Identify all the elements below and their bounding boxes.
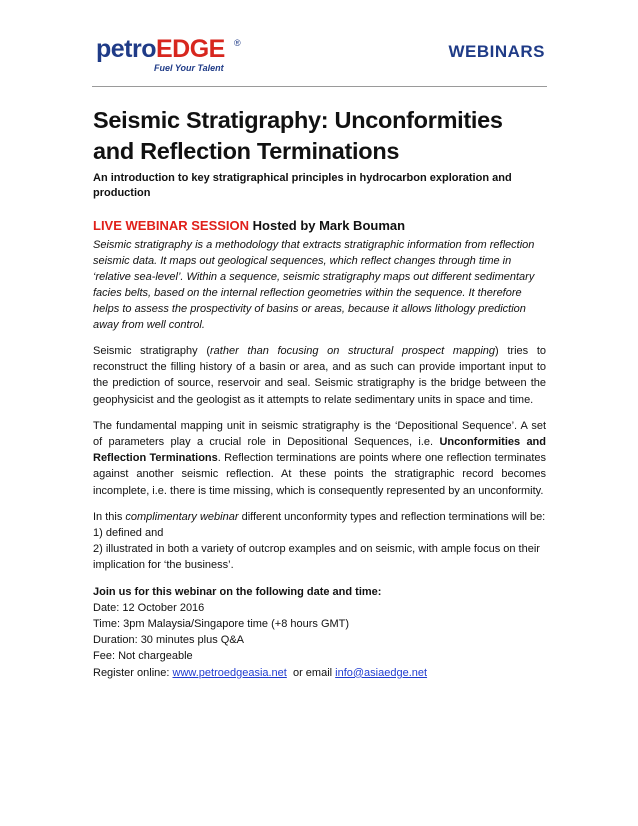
paragraph-3-a: In this — [93, 510, 126, 523]
registered-mark: ® — [234, 38, 241, 48]
paragraph-1-c: ) tries to reconstruct the filling history of a basin or area, and as such can provide important input to the prediction of source, reservoir and seal. Seismic stratigraphy is the bridge between the geophysicist and the geologist as it attempts to relate sedimentary units in space and time. — [93, 345, 546, 406]
intro-paragraph: Seismic stratigraphy is a methodology that extracts stratigraphic information from reflection seismic data. It maps out geological sequences, which reflect changes through time in ‘relative sea-level’. Within a sequence, seismic stratigraphy maps out different sedimentary facies belts, based on the internal reflection geometries within the sequence. It therefore helps to assess the prospectivity of basins or areas, because it allows lithology prediction away from well control. — [93, 239, 535, 331]
document-body — [93, 105, 546, 681]
subtitle: An introduction to key stratigraphical principles in hydrocarbon exploration and production — [93, 172, 512, 199]
event-date: Date: 12 October 2016 — [93, 601, 205, 614]
event-duration: Duration: 30 minutes plus Q&A — [93, 634, 245, 647]
register-line — [93, 665, 546, 681]
host-text: Hosted by Mark Bouman — [249, 218, 406, 233]
page-title: Seismic Stratigraphy: Unconformities and Reflection Terminations — [93, 107, 503, 164]
list-item: 2) illustrated in both a variety of outcrop examples and on seismic, with ample focus on their implication for ‘the business’. — [93, 543, 540, 572]
event-time: Time: 3pm Malaysia/Singapore time (+8 hours GMT) — [93, 618, 350, 631]
details-heading: Join us for this webinar on the following date and time: — [93, 585, 382, 598]
webinars-label: WEBINARS — [448, 42, 545, 61]
paragraph-3-italic: complimentary webinar — [125, 510, 239, 523]
petroedge-logo — [96, 35, 241, 73]
email-link[interactable]: info@asiaedge.net — [335, 666, 428, 679]
header — [92, 28, 547, 86]
register-link[interactable]: www.petroedgeasia.net — [172, 666, 287, 679]
paragraph-1-a: Seismic stratigraphy ( — [93, 345, 210, 357]
live-session-line — [93, 218, 546, 234]
paragraph-1-italic: rather than focusing on structural prospect mapping — [210, 345, 496, 357]
event-fee: Fee: Not chargeable — [93, 650, 193, 663]
logo-edge: EDGE — [156, 35, 225, 63]
paragraph-2-c: . Reflection terminations are points where one reflection terminates against another seismic reflection. At these points the stratigraphic record becomes incomplete, i.e. there is time missing, which is consequently represented by an unconformity. — [93, 452, 547, 497]
paragraph-1 — [93, 343, 546, 408]
paragraph-2-a: The fundamental mapping unit in seismic stratigraphy is the ‘Depositional Sequence’. A set of parameters play a crucial role in Depositional Sequences, i.e. — [93, 419, 546, 449]
live-label: LIVE WEBINAR SESSION — [93, 218, 250, 233]
header-divider — [92, 86, 547, 87]
logo-tagline: Fuel Your Talent — [154, 63, 224, 73]
paragraph-3 — [93, 509, 546, 574]
paragraph-2 — [93, 418, 546, 499]
register-prefix: Register online: — [93, 666, 173, 679]
logo-wordmark — [96, 36, 225, 62]
email-prefix: or email — [286, 666, 336, 679]
list-item: 1) defined and — [93, 527, 164, 540]
paragraph-3-c: different unconformity types and reflection terminations will be: — [238, 510, 546, 523]
event-details — [93, 584, 546, 681]
logo-petro: petro — [96, 35, 156, 63]
paragraph-2-bold: Unconformities and Reflection Terminations — [93, 436, 546, 465]
